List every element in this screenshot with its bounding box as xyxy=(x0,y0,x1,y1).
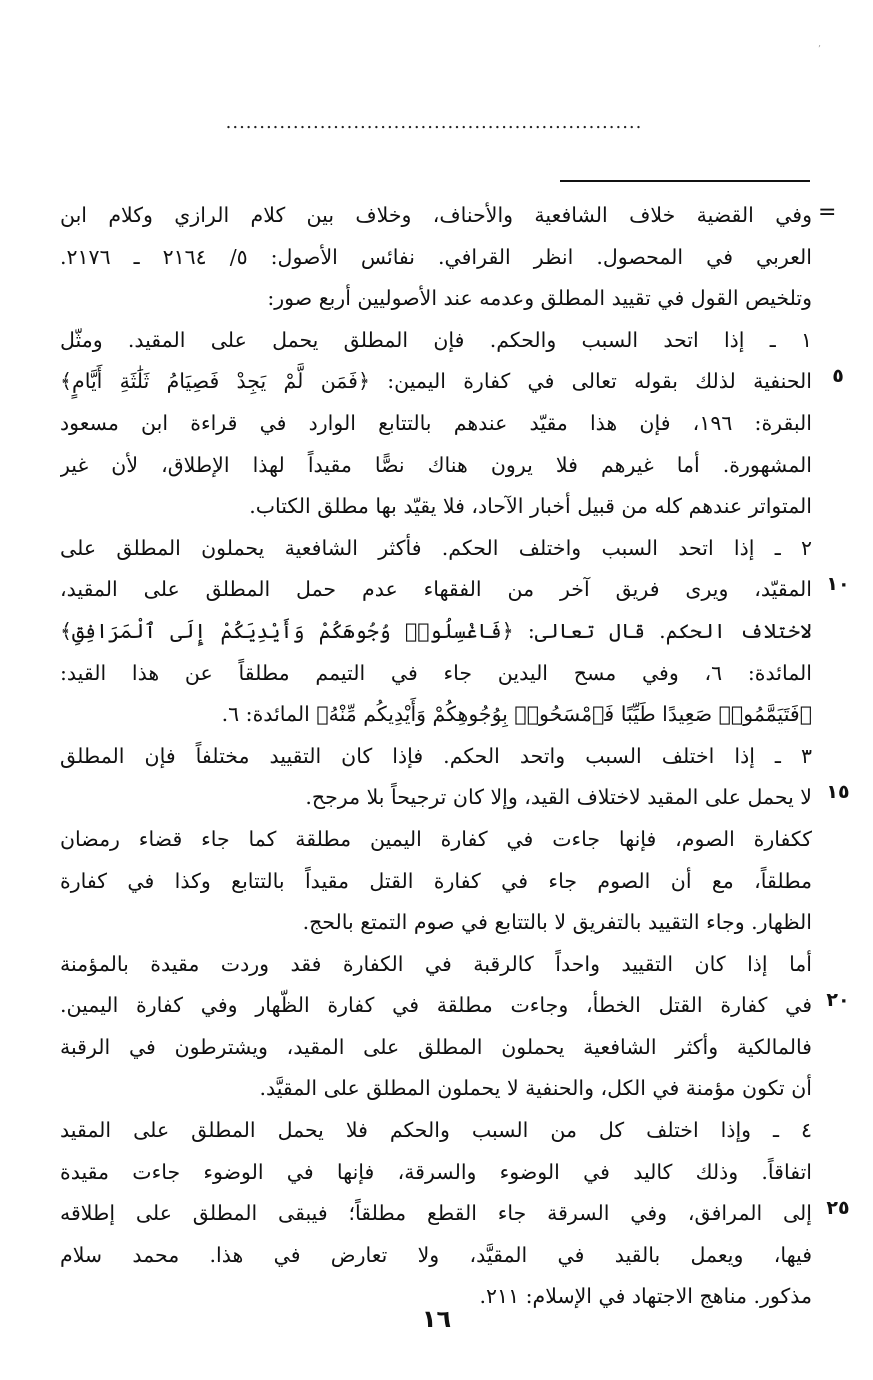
text-line: ككفارة الصوم، فإنها جاءت في كفارة اليمين مطلقة كما جاء قضاء رمضان xyxy=(60,826,812,851)
dotted-separator: .............................................................. xyxy=(225,112,643,133)
text-line: الظهار. وجاء التقييد بالتفريق لا بالتتابع في صوم التمتع بالحج. xyxy=(302,910,812,935)
text-line: إلى المرافق، وفي السرقة جاء القطع مطلقاً؛ فيبقى المطلق على إطلاقه xyxy=(60,1201,812,1226)
text-line: المشهورة. أما غيرهم فلا يرون هناك نصًّا مقيداً لهذا الإطلاق، لأن غير xyxy=(60,452,812,477)
text-line: المائدة: ٦، وفي مسح اليدين جاء في التيمم مطلقاً عن هذا القيد: xyxy=(60,660,812,685)
line-number: ٢٠ xyxy=(826,989,850,1011)
text-line: وفي القضية خلاف الشافعية والأحناف، وخلاف بين كلام الرازي وكلام ابن xyxy=(60,203,812,227)
text-line: أما إذا كان التقييد واحداً كالرقبة في الكفارة فقد وردت مقيدة بالمؤمنة xyxy=(60,951,812,976)
page-number: ١٦ xyxy=(421,1305,452,1333)
line-number: ٥ xyxy=(832,365,844,387)
text-line: ١ ـ إذا اتحد السبب والحكم. فإن المطلق يحمل على المقيد. ومثّل xyxy=(60,327,812,352)
line-number: ٢٥ xyxy=(826,1197,850,1219)
continuation-mark: = xyxy=(818,200,837,225)
text-line: في كفارة القتل الخطأ، وجاءت مطلقة في كفارة الظّهار وفي كفارة اليمين. xyxy=(60,993,812,1018)
footnote-rule xyxy=(560,180,810,182)
text-line: ٤ ـ وإذا اختلف كل من السبب والحكم فلا يحمل المطلق على المقيد xyxy=(60,1118,812,1143)
text-line: المقيّد، ويرى فريق آخر من الفقهاء عدم حمل المطلق على المقيد، xyxy=(60,577,812,602)
corner-mark: ’ xyxy=(818,45,821,55)
text-line: ﴿فَتَيَمَّمُوا۟ صَعِيدًا طَيِّبًا فَٱمْسَحُوا۟ بِوُجُوهِكُمْ وَأَيْدِيكُم مِّنْهُ﴾ المائدة: ٦. xyxy=(221,702,812,727)
text-line: مذكور. مناهج الاجتهاد في الإسلام: ٢١١. xyxy=(479,1284,812,1309)
footnote-text xyxy=(60,195,812,1318)
text-line: المتواتر عندهم كله من قبيل أخبار الآحاد، فلا يقيّد بها مطلق الكتاب. xyxy=(249,494,812,519)
text-line: فالمالكية وأكثر الشافعية يحملون المطلق على المقيد، ويشترطون في الرقبة xyxy=(60,1034,812,1059)
line-number: ١٠ xyxy=(826,573,850,595)
text-line: وتلخيص القول في تقييد المطلق وعدمه عند الأصوليين أربع صور: xyxy=(267,286,812,311)
text-line: اتفاقاً. وذلك كاليد في الوضوء والسرقة، فإنها في الوضوء جاءت مقيدة xyxy=(60,1159,812,1184)
text-line: العربي في المحصول. انظر القرافي. نفائس الأصول: ٥/ ٢١٦٤ ـ ٢١٧٦. xyxy=(60,244,812,269)
line-number: ١٥ xyxy=(826,781,850,803)
text-line: أن تكون مؤمنة في الكل، والحنفية لا يحملون المطلق على المقيَّد. xyxy=(259,1076,812,1101)
text-line: مطلقاً، مع أن الصوم جاء في كفارة القتل مقيداً بالتتابع وكذا في كفارة xyxy=(60,868,812,893)
text-line: لا يحمل على المقيد لاختلاف القيد، وإلا كان ترجيحاً بلا مرجح. xyxy=(305,785,812,810)
text-line: الحنفية لذلك بقوله تعالى في كفارة اليمين: ﴿فَمَن لَّمْ يَجِدْ فَصِيَامُ ثَلَٰثَةِ أَيَّامٍ﴾ xyxy=(60,369,812,394)
text-line: فيها، ويعمل بالقيد في المقيَّد، ولا تعارض في هذا. محمد سلام xyxy=(60,1242,812,1267)
text-line: ٣ ـ إذا اختلف السبب واتحد الحكم. فإذا كان التقييد مختلفاً فإن المطلق xyxy=(60,743,812,768)
text-line: البقرة: ١٩٦، فإن هذا مقيّد عندهم بالتتابع الوارد في قراءة ابن مسعود xyxy=(60,410,812,435)
text-line: لاختلاف الحكم. قال تعالى: ﴿فَاغْسِلُوا۟ وُجُوهَكُمْ وَأَيْدِيَكُمْ إِلَى ٱلْمَرَافِقِ﴾ xyxy=(60,618,812,643)
text-line: ٢ ـ إذا اتحد السبب واختلف الحكم. فأكثر الشافعية يحملون المطلق على xyxy=(60,535,812,560)
